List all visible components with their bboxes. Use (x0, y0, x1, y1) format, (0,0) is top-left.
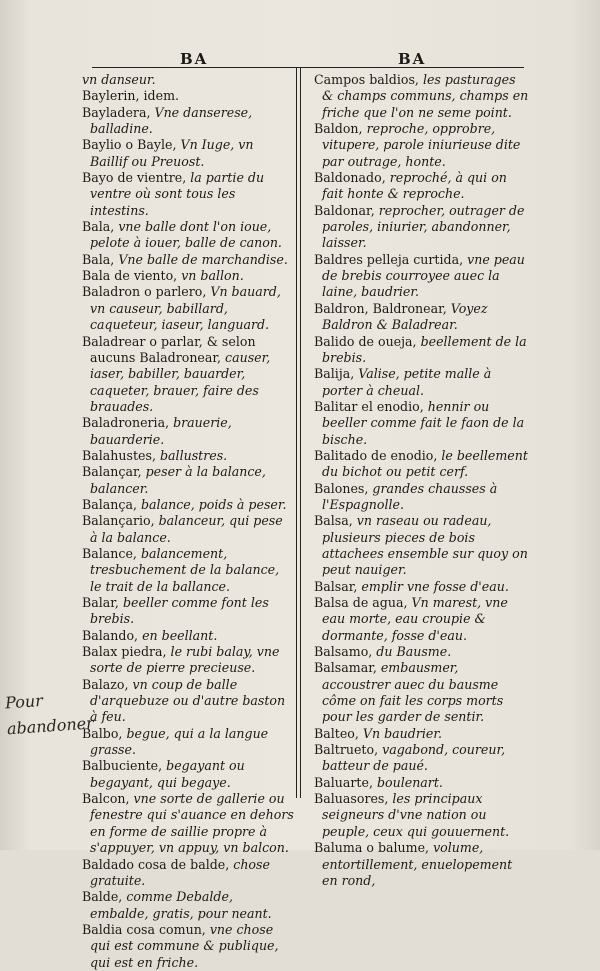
entry-headword: Balbuciente, (82, 758, 167, 774)
dictionary-entry (314, 579, 530, 595)
entry-headword: Bala, (82, 251, 119, 267)
dictionary-entry (82, 170, 294, 219)
running-head-left: BA (180, 50, 209, 68)
dictionary-entry (82, 889, 294, 922)
dictionary-entry (82, 595, 294, 628)
entry-definition: vn ballon. (181, 268, 244, 284)
entry-headword: Balance, (82, 545, 141, 561)
entry-headword: Balones, (314, 480, 373, 496)
entry-definition: Vn baudrier. (362, 725, 442, 741)
header-rule (92, 67, 524, 68)
dictionary-entry (82, 791, 294, 856)
dictionary-entry (82, 88, 294, 104)
margin-note-line: Pour (4, 690, 44, 713)
dictionary-entry (82, 513, 294, 546)
entry-definition: boulenart. (376, 774, 443, 790)
entry-definition: vne sorte de gallerie ou fenestre qui s'auance en dehors en forme de saillie propre à s'appuyer, vn appuy, vn balcon. (90, 791, 294, 856)
entry-definition: Vne balle de marchandise. (118, 251, 288, 267)
dictionary-entry (314, 644, 530, 660)
dictionary-entry (82, 415, 294, 448)
entry-definition: Valise, petite malle à porter à cheual. (322, 366, 492, 398)
entry-headword: Balançar, (82, 464, 146, 480)
entry-headword: Balija, (314, 366, 359, 382)
entry-headword: Baldonado, (314, 170, 390, 186)
dictionary-entry (82, 546, 294, 595)
entry-headword: Baldron, Baldronear, (314, 300, 451, 316)
dictionary-entry (314, 448, 530, 481)
dictionary-entry (82, 72, 294, 88)
dictionary-entry (314, 513, 530, 578)
dictionary-entry (314, 252, 530, 301)
dictionary-entry (314, 726, 530, 742)
dictionary-entry (82, 137, 294, 170)
entry-definition: comme Debalde, embalde, gratis, pour neant. (90, 889, 272, 921)
entry-headword: Baldres pelleja curtida, (314, 251, 468, 267)
dictionary-entry (314, 334, 530, 367)
entry-headword: Balsamar, (314, 660, 381, 676)
dictionary-entry (314, 121, 530, 170)
dictionary-entry (314, 366, 530, 399)
dictionary-entry (314, 481, 530, 514)
entry-headword: Balahustes, (82, 447, 160, 463)
dictionary-entry (314, 301, 530, 334)
entry-definition: le beellement du bichot ou petit cerf. (322, 447, 528, 480)
entry-headword: Balsa, (314, 513, 357, 529)
margin-note-line: abandoner (6, 713, 95, 739)
entry-headword: Baladroneria, (82, 415, 174, 431)
dictionary-entry (82, 644, 294, 677)
entry-definition: emplir vne fosse d'eau. (361, 578, 509, 594)
entry-headword: Campos baldios, (314, 72, 423, 87)
dictionary-entry (314, 840, 530, 889)
entry-headword: Balteo, (314, 725, 363, 741)
entry-headword: Balitado de enodio, (314, 447, 442, 463)
dictionary-entry (82, 334, 294, 416)
dictionary-entry (314, 203, 530, 252)
entry-definition: peser à la balance, balancer. (90, 464, 266, 496)
dictionary-entry (82, 284, 294, 333)
entry-definition: embausmer, accoustrer auec du bausme côme on fait les corps morts pour les garder de sentir. (322, 660, 504, 725)
dictionary-entry (82, 497, 294, 513)
entry-definition: les pasturages & champs communs, champs en friche que l'on ne seme point. (322, 72, 529, 120)
dictionary-entry (82, 758, 294, 791)
entry-definition: beellement de la brebis. (322, 333, 527, 365)
entry-definition: reprocher, outrager de paroles, iniurier, abandonner, laisser. (322, 202, 525, 251)
entry-definition: volume, entortillement, enuelopement en rond, (322, 840, 513, 888)
entry-headword: Balbo, (82, 725, 127, 741)
entry-definition: balance, poids à peser. (140, 496, 287, 512)
entry-definition: reproche, opprobre, vitupere, parole iniurieuse dite par outrage, honte. (322, 121, 521, 169)
entry-definition: vne chose qui est commune & publique, qui est en friche. (90, 921, 279, 970)
entry-definition: grandes chausses à l'Espagnolle. (322, 480, 498, 512)
entry-headword: Baylerin, idem. (82, 88, 180, 104)
entry-definition: vn raseau ou radeau, plusieurs pieces de bois attachees ensemble sur quoy on peut nauiger. (322, 513, 528, 578)
running-head-right: BA (398, 50, 427, 68)
entry-headword: Baldonar, (314, 202, 379, 218)
entry-headword: Balar, (82, 595, 123, 610)
entry-headword: Baylio o Bayle, (82, 137, 181, 153)
entry-definition: begue, qui a la langue grasse. (90, 725, 269, 758)
entry-headword: Balançario, (82, 513, 159, 529)
entry-headword: Baluma o balume, (314, 840, 434, 856)
entry-definition: les principaux seigneurs d'vne nation ou peuple, ceux qui gouuernent. (322, 791, 510, 839)
entry-headword: Baluasores, (314, 791, 393, 807)
entry-definition: causer, iaser, babiller, bauarder, caqueter, brauer, faire des brauades. (90, 349, 271, 414)
entry-headword: Balando, (82, 627, 143, 643)
dictionary-entry (82, 464, 294, 497)
entry-headword: Balança, (82, 496, 141, 512)
entry-definition: en beellant. (142, 627, 218, 643)
entry-definition: Vn Iuge, vn Baillif ou Preuost. (90, 137, 254, 169)
entry-definition: Vn marest, vne eau morte, eau croupie & dormante, fosse d'eau. (322, 595, 508, 643)
entry-definition: balancement, tresbuchement de la balance, le trait de la ballance. (90, 545, 280, 594)
entry-definition: Voyez Baldron & Baladrear. (322, 300, 488, 333)
dictionary-entry (82, 726, 294, 759)
entry-definition: la partie du ventre où sont tous les intestins. (90, 170, 265, 218)
entry-headword: Balcon, (82, 791, 134, 807)
entry-headword: Balsa de agua, (314, 595, 412, 610)
entry-definition: hennir ou beeller comme fait le faon de la bische. (322, 398, 525, 447)
entry-definition: vn coup de balle d'arquebuze ou d'autre baston à feu. (90, 676, 286, 725)
entry-definition: balanceur, qui pese à la balance. (90, 513, 283, 545)
dictionary-entry (82, 105, 294, 138)
entry-definition: Vn bauard, vn causeur, babillard, caqueteur, iaseur, languard. (90, 284, 281, 333)
entry-definition: vne balle dont l'on ioue, pelote à iouer, balle de canon. (90, 219, 282, 251)
entry-definition: du Bausme. (376, 644, 452, 660)
entry-headword: Baladron o parlero, (82, 284, 211, 300)
dictionary-entry (314, 595, 530, 644)
entry-definition: beeller comme font les brebis. (90, 595, 269, 627)
entry-headword: Baluarte, (314, 774, 377, 790)
entry-headword: Balitar el enodio, (314, 398, 428, 414)
entry-headword: Baldado cosa de balde, (82, 856, 234, 872)
entry-definition: le rubi balay, vne sorte de pierre precieuse. (90, 644, 280, 676)
entry-definition: Vne danserese, balladine. (90, 104, 253, 137)
dictionary-entry (82, 448, 294, 464)
entry-headword: Balde, (82, 889, 127, 905)
entry-headword: Baltrueto, (314, 742, 383, 758)
entry-headword: Balax piedra, (82, 644, 171, 660)
entry-definition: reproché, à qui on fait honte & reproche. (322, 170, 507, 202)
column-rule (296, 68, 297, 798)
entry-headword: Bala de viento, (82, 268, 182, 284)
dictionary-entry (314, 170, 530, 203)
entry-definition: ballustres. (159, 447, 228, 463)
entry-headword: Baladrear o parlar, & selon aucuns Baladronear, (82, 333, 256, 365)
dictionary-entry (314, 72, 530, 121)
dictionary-entry (82, 628, 294, 644)
dictionary-entry (314, 791, 530, 840)
entry-definition: vne peau de brebis courroyee auec la laine, baudrier. (322, 251, 525, 300)
handwritten-margin-note (4, 686, 95, 743)
entry-headword: Balazo, (82, 676, 133, 692)
dictionary-entry (82, 677, 294, 726)
dictionary-entry (82, 252, 294, 268)
entry-headword: Balsamo, (314, 644, 377, 660)
entry-definition: vagabond, coureur, batteur de paué. (322, 742, 506, 774)
entry-definition: brauerie, bauarderie. (90, 415, 232, 447)
dictionary-entry (314, 742, 530, 775)
dictionary-entry (82, 922, 294, 971)
right-column (314, 72, 530, 889)
entry-headword: Bayladera, (82, 104, 155, 120)
entry-definition: chose gratuite. (90, 856, 270, 888)
dictionary-entry (82, 857, 294, 890)
dictionary-entry (314, 775, 530, 791)
left-column (82, 72, 294, 971)
entry-definition: vn danseur. (82, 72, 156, 87)
entry-definition: begayant ou begayant, qui begaye. (90, 758, 245, 790)
dictionary-entry (82, 219, 294, 252)
entry-headword: Balsar, (314, 578, 362, 594)
entry-headword: Baldia cosa comun, (82, 921, 210, 937)
entry-headword: Bayo de vientre, (82, 170, 191, 186)
entry-headword: Balido de oueja, (314, 333, 421, 349)
dictionary-entry (314, 660, 530, 725)
dictionary-entry (82, 268, 294, 284)
column-rule-inner (300, 68, 301, 798)
entry-headword: Baldon, (314, 121, 367, 137)
dictionary-entry (314, 399, 530, 448)
entry-headword: Bala, (82, 219, 119, 235)
